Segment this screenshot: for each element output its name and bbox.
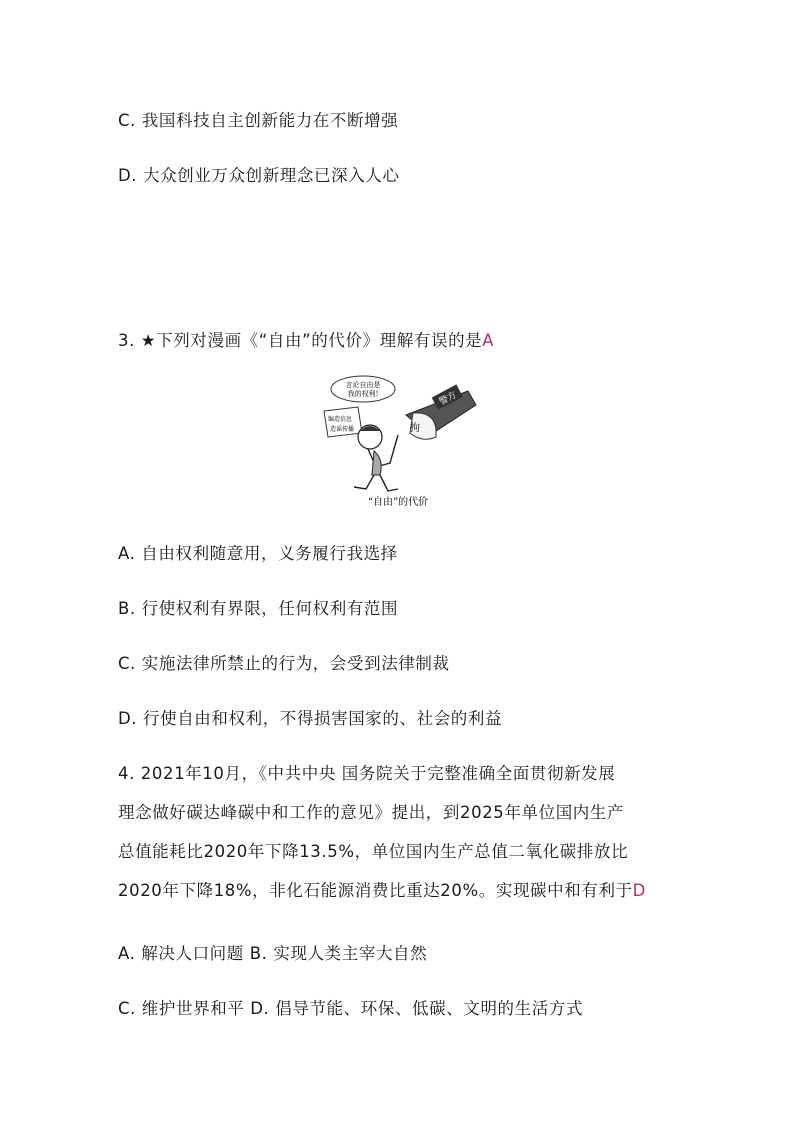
side-note-1: 编造信息	[328, 416, 353, 423]
q4-line-4	[118, 877, 646, 901]
q4-line-4-text: 2020年下降18%，非化石能源消费比重达20%。实现碳中和有利于	[118, 881, 633, 900]
q3-option-b: B. 行使权利有界限，任何权利有范围	[118, 599, 399, 618]
q3-option-c: C. 实施法律所禁止的行为，会受到法律制裁	[118, 654, 450, 673]
side-note-2: 造谣传播	[330, 426, 355, 433]
q4-line-2: 理念做好碳达峰碳中和工作的意见》提出，到2025年单位国内生产	[118, 803, 625, 822]
speech-line-2: 我的权利!	[347, 390, 379, 398]
q3-stem	[118, 327, 494, 351]
arrest-label: 拘	[410, 423, 420, 434]
q2-option-d: D. 大众创业万众创新理念已深入人心	[118, 166, 400, 185]
police-sign: 警方	[437, 390, 459, 408]
q4-line-1: 4. 2021年10月，《中共中央 国务院关于完整准确全面贯彻新发展	[118, 764, 616, 783]
q4-answer: D	[632, 881, 646, 900]
cartoon-caption: “自由”的代价	[367, 497, 429, 508]
cartoon-image	[318, 375, 478, 513]
q3-answer: A	[482, 331, 495, 350]
q3-option-a: A. 自由权利随意用，义务履行我选择	[118, 544, 398, 563]
q4-options-row-1: A. 解决人口问题 B. 实现人类主宰大自然	[118, 944, 428, 963]
q4-line-3: 总值能耗比2020年下降13.5%，单位国内生产总值二氧化碳排放比	[118, 842, 629, 861]
q3-option-d: D. 行使自由和权利，不得损害国家的、社会的利益	[118, 709, 503, 728]
q3-stem-text: 3. ★下列对漫画《“自由”的代价》理解有误的是	[118, 331, 483, 350]
q2-option-c: C. 我国科技自主创新能力在不断增强	[118, 111, 399, 130]
q4-options-row-2: C. 维护世界和平 D. 倡导节能、环保、低碳、文明的生活方式	[118, 999, 584, 1018]
speech-line-1: 言论自由是	[345, 381, 381, 389]
